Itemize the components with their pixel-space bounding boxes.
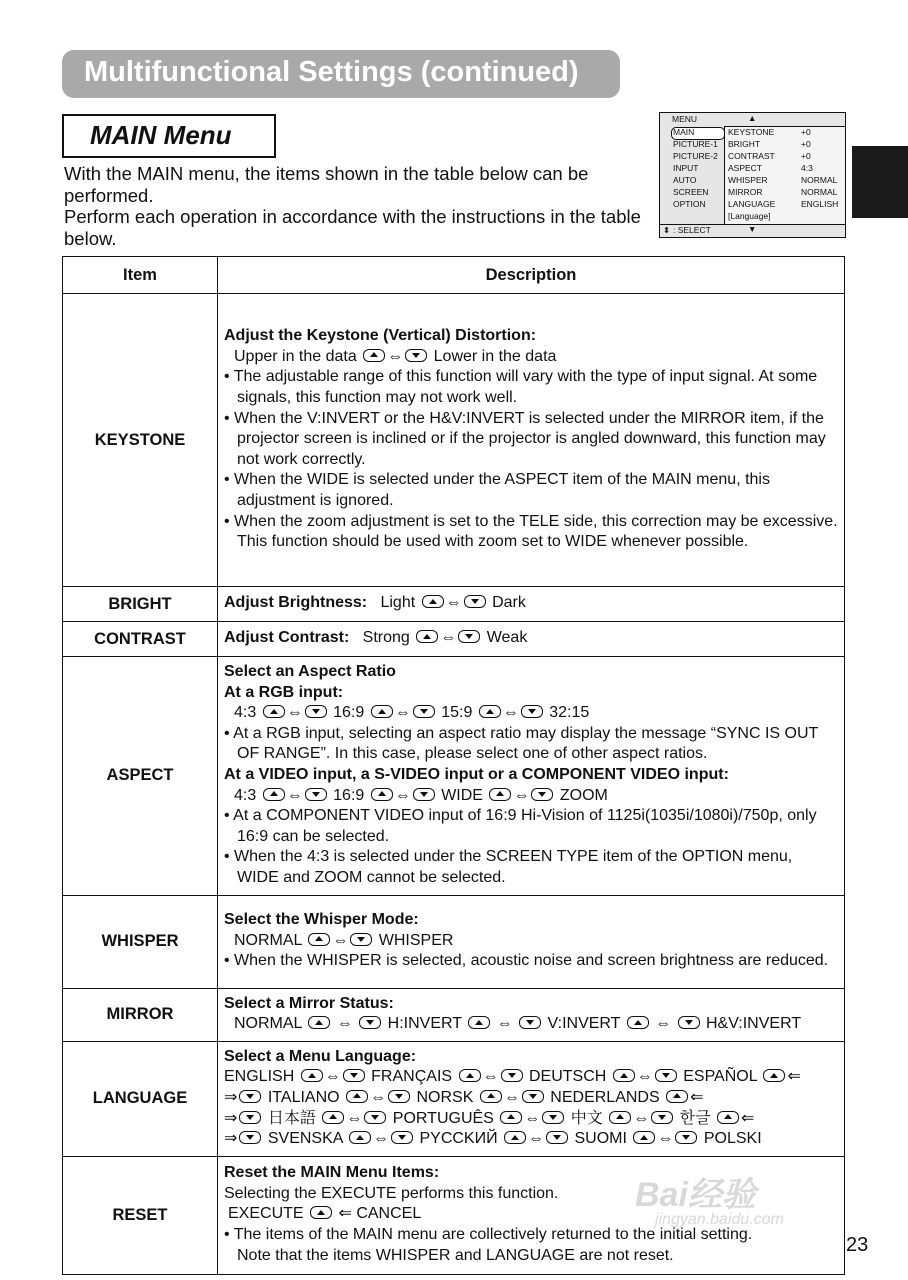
- up-button-icon: [504, 1131, 526, 1144]
- whisper-note: • When the WHISPER is selected, acoustic noise and screen brightness are reduced.: [224, 952, 829, 970]
- down-button-icon: [343, 1069, 365, 1082]
- down-button-icon: [522, 1090, 544, 1103]
- table-row: [63, 988, 845, 1041]
- up-button-icon: [666, 1090, 688, 1103]
- item-keystone: KEYSTONE: [63, 294, 218, 587]
- keystone-note: • When the V:INVERT or the H&V:INVERT is selected under the MIRROR item, if the projector screen is inclined or if the projector is angled downward, this function may not work correctly.: [224, 409, 826, 468]
- aspect-note: • At a COMPONENT VIDEO input of 16:9 Hi-Vision of 1125i(1035i/1080i)/750p, only 16:9 can be selected.: [224, 807, 817, 845]
- whisper-heading: Select the Whisper Mode:: [224, 911, 419, 929]
- label-dark: Dark: [492, 594, 526, 612]
- reset-note: • The items of the MAIN menu are collectively returned to the initial setting.: [224, 1225, 753, 1243]
- down-button-icon: [458, 630, 480, 643]
- down-button-icon: [239, 1090, 261, 1103]
- language-option: POLSKI: [703, 1130, 762, 1148]
- option-label: EXECUTE: [228, 1205, 304, 1223]
- option-label: 4:3: [234, 786, 257, 804]
- item-bright: BRIGHT: [63, 587, 218, 622]
- section-title-bar: [62, 50, 620, 98]
- language-line: ⇒ 日本語 ⇔ PORTUGUÊS ⇔ 中文 ⇔ 한글 ⇐: [224, 1109, 755, 1127]
- item-reset: RESET: [63, 1156, 218, 1274]
- table-row: [63, 657, 845, 896]
- up-button-icon: [371, 788, 393, 801]
- down-button-icon: [531, 788, 553, 801]
- option-label: H&V:INVERT: [705, 1015, 802, 1033]
- option-label: NORMAL: [234, 1015, 302, 1033]
- language-option: DEUTSCH: [528, 1068, 607, 1086]
- aspect-video-options: 4:3 ⇔ 16:9 ⇔ WIDE ⇔ ZOOM: [234, 786, 608, 804]
- language-option: ESPAÑOL: [683, 1068, 758, 1086]
- down-button-icon: [364, 1111, 386, 1124]
- language-option: FRANÇAIS: [371, 1068, 453, 1086]
- up-button-icon: [371, 705, 393, 718]
- osd-sub-item: CONTRAST: [728, 151, 775, 161]
- aspect-note: • When the 4:3 is selected under the SCREEN TYPE item of the OPTION menu, WIDE and ZOOM cannot be selected.: [224, 848, 793, 886]
- up-button-icon: [763, 1069, 785, 1082]
- desc-bright: Adjust Brightness: Light ⇔ Dark: [218, 587, 845, 622]
- osd-sub-value: 4:3: [801, 163, 813, 173]
- osd-down-arrow-icon: ▼: [748, 224, 757, 234]
- option-label: 32:15: [549, 704, 590, 722]
- up-button-icon: [479, 705, 501, 718]
- up-button-icon: [322, 1111, 344, 1124]
- reset-note: Note that the items WHISPER and LANGUAGE are not reset.: [237, 1246, 674, 1264]
- down-button-icon: [501, 1069, 523, 1082]
- up-button-icon: [489, 788, 511, 801]
- down-button-icon: [519, 1016, 541, 1029]
- down-button-icon: [305, 788, 327, 801]
- table-row: [63, 1041, 845, 1156]
- menu-heading-box: [62, 114, 276, 158]
- desc-contrast: Adjust Contrast: Strong ⇔ Weak: [218, 622, 845, 657]
- down-button-icon: [542, 1111, 564, 1124]
- osd-sub-item: [Language]: [728, 211, 771, 221]
- osd-menu-item: PICTURE-1: [673, 139, 718, 149]
- down-button-icon: [678, 1016, 700, 1029]
- reset-line: Selecting the EXECUTE performs this function.: [224, 1184, 559, 1202]
- osd-sub-item: LANGUAGE: [728, 199, 776, 209]
- osd-menu-item: MAIN: [673, 127, 695, 137]
- item-aspect: ASPECT: [63, 657, 218, 896]
- mirror-heading: Select a Mirror Status:: [224, 994, 394, 1012]
- up-button-icon: [301, 1069, 323, 1082]
- menu-heading: MAIN Menu: [90, 120, 232, 150]
- table-row: [63, 895, 845, 988]
- option-label: H:INVERT: [387, 1015, 462, 1033]
- table-row: [63, 294, 845, 587]
- keystone-note: • The adjustable range of this function will vary with the type of input signal. At some signals, this function may not work well.: [224, 368, 818, 407]
- label-upper: Upper in the data: [234, 347, 357, 365]
- label-light: Light: [380, 594, 416, 612]
- desc-keystone: [218, 294, 845, 587]
- up-button-icon: [459, 1069, 481, 1082]
- down-button-icon: [413, 788, 435, 801]
- osd-menu-illustration: [659, 112, 846, 238]
- desc-mirror: [218, 988, 845, 1041]
- table-row: [63, 622, 845, 657]
- osd-up-arrow-icon: ▲: [748, 113, 757, 123]
- up-button-icon: [349, 1131, 371, 1144]
- up-button-icon: [633, 1131, 655, 1144]
- language-heading: Select a Menu Language:: [224, 1047, 417, 1065]
- language-option: 한글: [679, 1109, 711, 1127]
- down-button-icon: [391, 1131, 413, 1144]
- intro-paragraph-1: With the MAIN menu, the items shown in the table below can be performed.: [64, 163, 589, 206]
- down-button-icon: [521, 705, 543, 718]
- osd-menu-item: AUTO: [673, 175, 697, 185]
- up-button-icon: [627, 1016, 649, 1029]
- desc-language: [218, 1041, 845, 1156]
- up-button-icon: [263, 705, 285, 718]
- up-button-icon: [310, 1206, 332, 1219]
- header-description: Description: [218, 257, 845, 294]
- osd-sub-value: +0: [801, 151, 811, 161]
- down-button-icon: [464, 595, 486, 608]
- osd-footer-label: : SELECT: [673, 225, 711, 235]
- language-option: SVENSKA: [267, 1130, 343, 1148]
- whisper-options: NORMAL ⇔ WHISPER: [234, 931, 454, 949]
- aspect-video-heading: At a VIDEO input, a S-VIDEO input or a COMPONENT VIDEO input:: [224, 765, 729, 783]
- option-label: 4:3: [234, 704, 257, 722]
- keystone-adjust-line: Upper in the data ⇔ Lower in the data: [234, 347, 557, 365]
- option-label: 15:9: [441, 704, 473, 722]
- intro-paragraph-2: Perform each operation in accordance with the instructions in the table below.: [64, 206, 641, 249]
- language-option: 中文: [570, 1109, 603, 1127]
- desc-aspect: [218, 657, 845, 896]
- item-whisper: WHISPER: [63, 895, 218, 988]
- osd-menu-item: PICTURE-2: [673, 151, 718, 161]
- osd-sub-value: ENGLISH: [801, 199, 839, 209]
- chapter-tab: [852, 146, 908, 218]
- up-button-icon: [346, 1090, 368, 1103]
- language-option: ENGLISH: [224, 1068, 295, 1086]
- mirror-options: NORMAL ⇔ H:INVERT ⇔ V:INVERT ⇔ H&V:INVERT: [234, 1015, 802, 1033]
- desc-whisper: [218, 895, 845, 988]
- language-option: PYCCKИЙ: [419, 1130, 498, 1148]
- reset-options: EXECUTE ⇐ CANCEL: [228, 1205, 422, 1223]
- main-menu-table: [62, 256, 845, 1275]
- language-option: NEDERLANDS: [550, 1088, 660, 1106]
- up-button-icon: [609, 1111, 631, 1124]
- option-label: 16:9: [333, 704, 365, 722]
- option-label: 16:9: [333, 786, 365, 804]
- watermark-brand: Bai经验: [635, 1176, 756, 1214]
- osd-sub-value: +0: [801, 127, 811, 137]
- watermark: [615, 1163, 855, 1238]
- option-label: V:INVERT: [547, 1015, 621, 1033]
- down-button-icon: [359, 1016, 381, 1029]
- up-button-icon: [263, 788, 285, 801]
- table-header-row: [63, 257, 845, 294]
- osd-sub-item: MIRROR: [728, 187, 763, 197]
- up-button-icon: [308, 933, 330, 946]
- osd-menu-item: SCREEN: [673, 187, 709, 197]
- up-button-icon: [480, 1090, 502, 1103]
- option-label: NORMAL: [234, 931, 302, 949]
- reset-heading: Reset the MAIN Menu Items:: [224, 1164, 440, 1182]
- section-title: Multifunctional Settings (continued): [84, 56, 579, 88]
- osd-sub-item: KEYSTONE: [728, 127, 775, 137]
- down-button-icon: [413, 705, 435, 718]
- option-label: CANCEL: [356, 1205, 422, 1223]
- label-strong: Strong: [362, 629, 410, 647]
- page-number: 23: [846, 1234, 869, 1256]
- down-button-icon: [239, 1111, 261, 1124]
- osd-sub-item: WHISPER: [728, 175, 768, 185]
- osd-sub-value: NORMAL: [801, 175, 838, 185]
- label-lower: Lower in the data: [433, 347, 557, 365]
- up-button-icon: [416, 630, 438, 643]
- label-weak: Weak: [486, 629, 528, 647]
- language-option: SUOMI: [574, 1130, 627, 1148]
- intro-text: [64, 163, 644, 249]
- aspect-heading: Select an Aspect Ratio: [224, 663, 396, 680]
- table-row: [63, 587, 845, 622]
- language-option: ITALIANO: [267, 1088, 340, 1106]
- down-button-icon: [350, 933, 372, 946]
- contrast-heading: Adjust Contrast:: [224, 629, 350, 647]
- down-button-icon: [239, 1131, 261, 1144]
- up-button-icon: [468, 1016, 490, 1029]
- aspect-rgb-options: 4:3 ⇔ 16:9 ⇔ 15:9 ⇔ 32:15: [234, 704, 590, 722]
- down-button-icon: [388, 1090, 410, 1103]
- osd-select-icon: ⬍: [663, 225, 671, 235]
- osd-sub-item: ASPECT: [728, 163, 763, 173]
- down-button-icon: [405, 349, 427, 362]
- aspect-note: • At a RGB input, selecting an aspect ratio may display the message “SYNC IS OUT OF RANGE”. In this case, please select one of other aspect ratios.: [224, 724, 819, 763]
- up-button-icon: [363, 349, 385, 362]
- keystone-note: • When the zoom adjustment is set to the TELE side, this correction may be excessive. This function should be used with zoom set to WIDE whenever possible.: [224, 512, 838, 551]
- bright-heading: Adjust Brightness:: [224, 594, 368, 612]
- down-button-icon: [546, 1131, 568, 1144]
- osd-menu-label: MENU: [672, 114, 698, 124]
- header-item: Item: [63, 257, 218, 294]
- language-option: PORTUGUÊS: [392, 1109, 494, 1127]
- option-label: ZOOM: [559, 786, 608, 804]
- up-button-icon: [308, 1016, 330, 1029]
- osd-sub-value: +0: [801, 139, 811, 149]
- language-option: 日本語: [267, 1109, 316, 1127]
- osd-menu-item: INPUT: [673, 163, 699, 173]
- item-mirror: MIRROR: [63, 988, 218, 1041]
- up-button-icon: [613, 1069, 635, 1082]
- watermark-url: jingyan.baidu.com: [655, 1211, 784, 1228]
- down-button-icon: [651, 1111, 673, 1124]
- up-button-icon: [717, 1111, 739, 1124]
- down-button-icon: [655, 1069, 677, 1082]
- down-button-icon: [675, 1131, 697, 1144]
- language-line: ENGLISH ⇔ FRANÇAIS ⇔ DEUTSCH ⇔ ESPAÑOL ⇐: [224, 1068, 801, 1086]
- up-button-icon: [500, 1111, 522, 1124]
- item-language: LANGUAGE: [63, 1041, 218, 1156]
- aspect-rgb-heading: At a RGB input:: [224, 683, 344, 701]
- language-option: NORSK: [416, 1088, 474, 1106]
- option-label: WHISPER: [378, 931, 454, 949]
- language-line: ⇒ ITALIANO ⇔ NORSK ⇔ NEDERLANDS ⇐: [224, 1088, 704, 1106]
- up-button-icon: [422, 595, 444, 608]
- osd-sub-value: NORMAL: [801, 187, 838, 197]
- osd-menu-item: OPTION: [673, 199, 706, 209]
- keystone-note: • When the WIDE is selected under the ASPECT item of the MAIN menu, this adjustment is ignored.: [224, 471, 770, 509]
- osd-sub-item: BRIGHT: [728, 139, 761, 149]
- language-line: ⇒ SVENSKA ⇔ PYCCKИЙ ⇔ SUOMI ⇔ POLSKI: [224, 1130, 762, 1148]
- option-label: WIDE: [441, 786, 483, 804]
- keystone-heading: Adjust the Keystone (Vertical) Distortion:: [224, 327, 537, 345]
- item-contrast: CONTRAST: [63, 622, 218, 657]
- down-button-icon: [305, 705, 327, 718]
